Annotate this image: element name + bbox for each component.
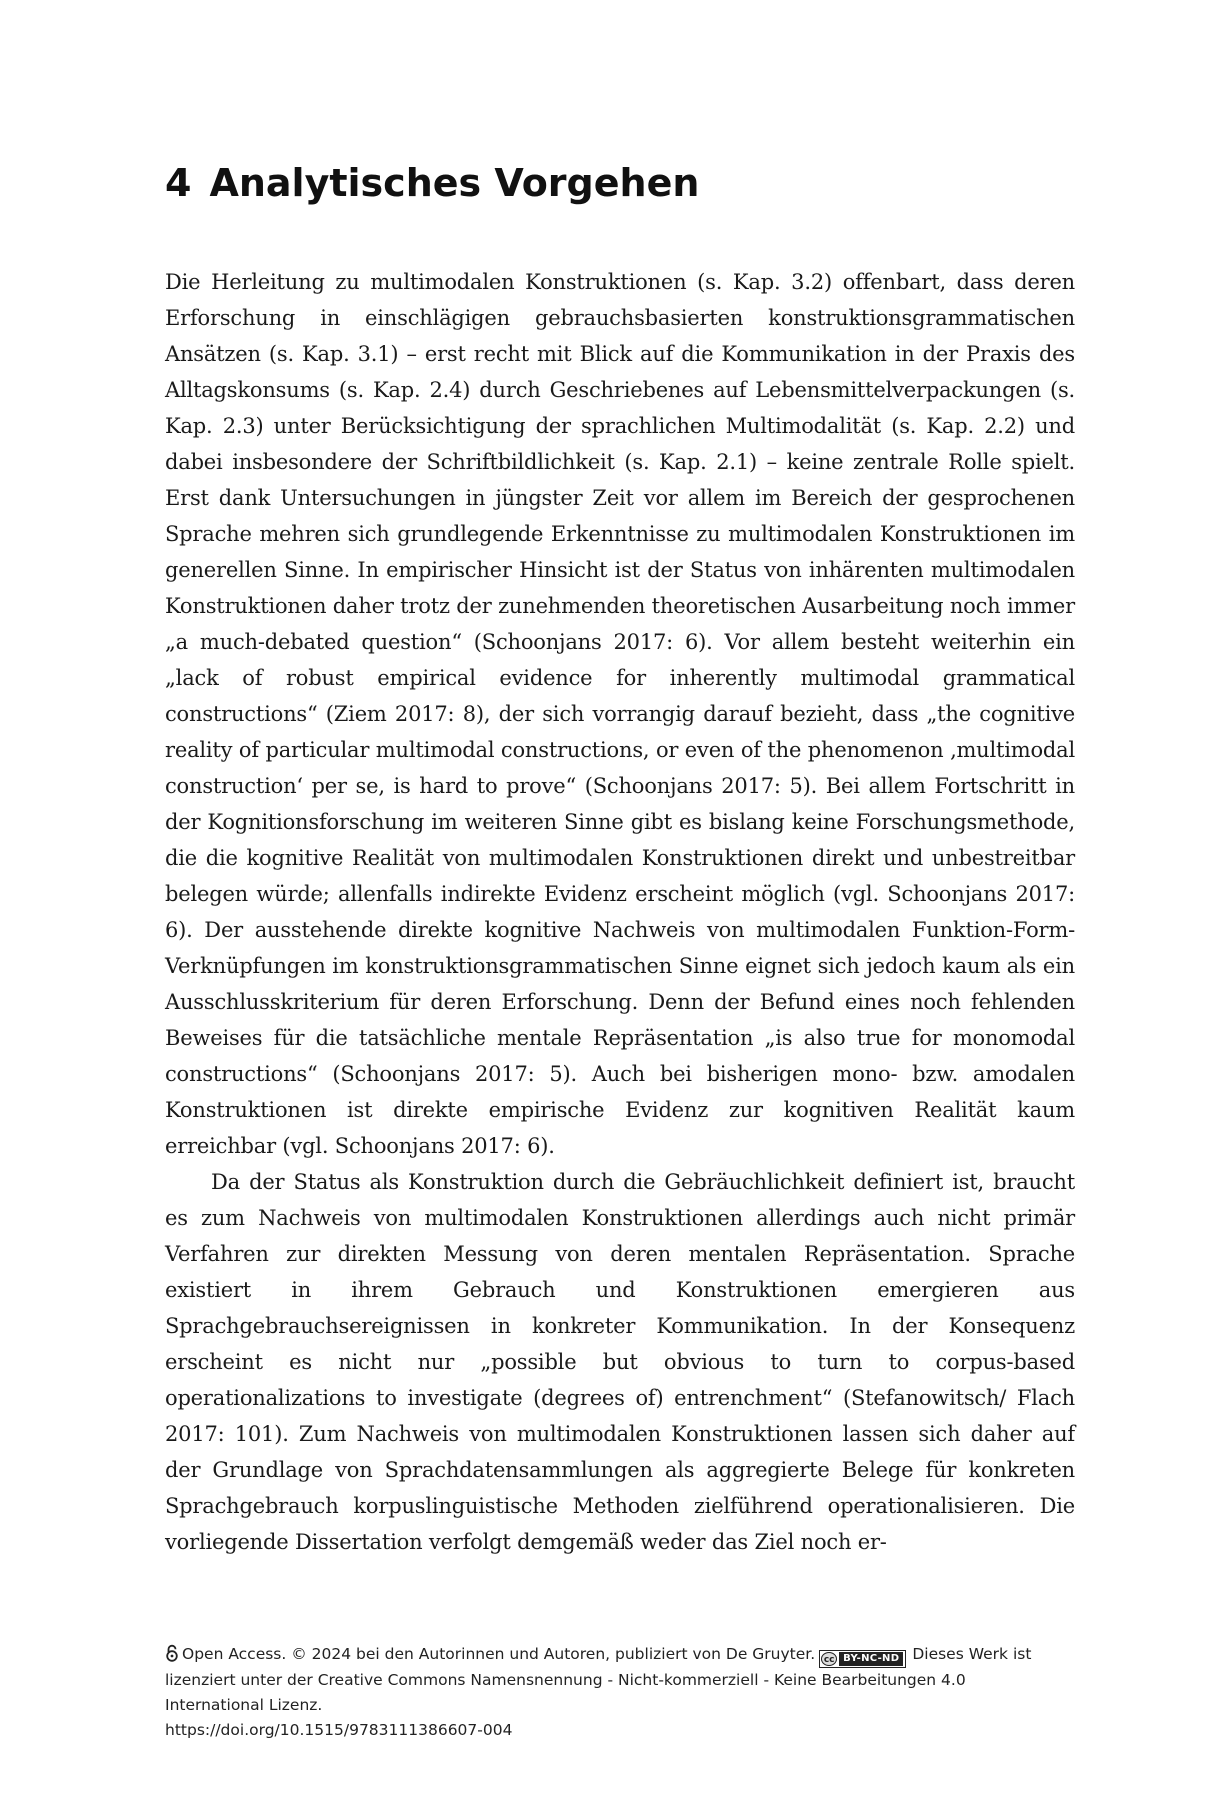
cc-icon: cc [821, 1652, 837, 1666]
open-access-text: Open Access. © 2024 bei den Autorinnen und Autoren, publiziert von De Gruyter. [182, 1645, 816, 1663]
chapter-heading [165, 158, 1085, 208]
paragraph-1: Die Herleitung zu multimodalen Konstruktionen (s. Kap. 3.2) offenbart, dass deren Erforschung in einschlägigen gebrauchsbasierten konstruktionsgrammatischen Ansätzen (s. Kap. 3.1) – erst recht mit Blick auf die Kommunikation in der Praxis des Alltagskonsums (s. Kap. 2.4) durch Geschriebenes auf Lebensmittelverpackungen (s. Kap. 2.3) unter Berücksichtigung der sprachlichen Multimodalität (s. Kap. 2.2) und dabei insbesondere der Schriftbildlichkeit (s. Kap. 2.1) – keine zentrale Rolle spielt. Erst dank Untersuchungen in jüngster Zeit vor allem im Bereich der gesprochenen Sprache mehren sich grundlegende Erkenntnisse zu multimodalen Konstruktionen im generellen Sinne. In empirischer Hinsicht ist der Status von inhärenten multimodalen Konstruktionen daher trotz der zunehmenden theoretischen Ausarbeitung noch immer „a much-debated question“ (Schoonjans 2017: 6). Vor allem besteht weiterhin ein „lack of robust empirical evidence for inherently multimodal grammatical constructions“ (Ziem 2017: 8), der sich vorrangig darauf bezieht, dass „the cognitive reality of particular multimodal constructions, or even of the phenomenon ‚multimodal construction‘ per se, is hard to prove“ (Schoonjans 2017: 5). Bei allem Fortschritt in der Kognitionsforschung im weiteren Sinne gibt es bislang keine Forschungsmethode, die die kognitive Realität von multimodalen Konstruktionen direkt und unbestreitbar belegen würde; allenfalls indirekte Evidenz erscheint möglich (vgl. Schoonjans 2017: 6). Der ausstehende direkte kognitive Nachweis von multimodalen Funktion-Form-Verknüpfungen im konstruktionsgrammatischen Sinne eignet sich jedoch kaum als ein Ausschlusskriterium für deren Erforschung. Denn der Befund eines noch fehlenden Beweises für die tatsächliche mentale Repräsentation „is also true for monomodal constructions“ (Schoonjans 2017: 5). Auch bei bisherigen mono- bzw. amodalen Konstruktionen ist direkte empirische Evidenz zur kognitiven Realität kaum erreichbar (vgl. Schoonjans 2017: 6). [165, 270, 1075, 1158]
cc-license-badge [819, 1650, 906, 1668]
open-access-icon [165, 1644, 179, 1662]
doi-link[interactable]: https://doi.org/10.1515/9783111386607-004 [165, 1721, 513, 1739]
chapter-number: 4 [165, 161, 192, 205]
license-line-3: International Lizenz. [165, 1696, 323, 1714]
paragraph-2: Da der Status als Konstruktion durch die Gebräuchlichkeit definiert ist, braucht es zum Nachweis von multimodalen Konstruktionen allerdings auch nicht primär Verfahren zur direkten Messung von deren mentalen Repräsentation. Sprache existiert in ihrem Gebrauch und Konstruktionen emergieren aus Sprachgebrauchsereignissen in konkreter Kommunikation. In der Konsequenz erscheint es nicht nur „possible but obvious to turn to corpus-based operationalizations to investigate (degrees of) entrenchment“ (Stefanowitsch/ Flach 2017: 101). Zum Nachweis von multimodalen Konstruktionen lassen sich daher auf der Grundlage von Sprachdatensammlungen als aggregierte Belege für konkreten Sprachgebrauch korpuslinguistische Methoden zielführend operationalisieren. Die vorliegende Dissertation verfolgt demgemäß weder das Ziel noch er- [165, 1170, 1075, 1554]
license-text-start: Dieses Werk ist [912, 1645, 1032, 1663]
chapter-body [165, 264, 1075, 1560]
license-footnote [165, 1642, 1075, 1743]
chapter-title: Analytisches Vorgehen [209, 161, 700, 205]
license-line-2: lizenziert unter der Creative Commons Namensnennung - Nicht-kommerziell - Keine Bearbeitungen 4.0 [165, 1671, 966, 1689]
cc-license-label: BY-NC-ND [839, 1652, 903, 1666]
license-line-1 [165, 1642, 1075, 1668]
